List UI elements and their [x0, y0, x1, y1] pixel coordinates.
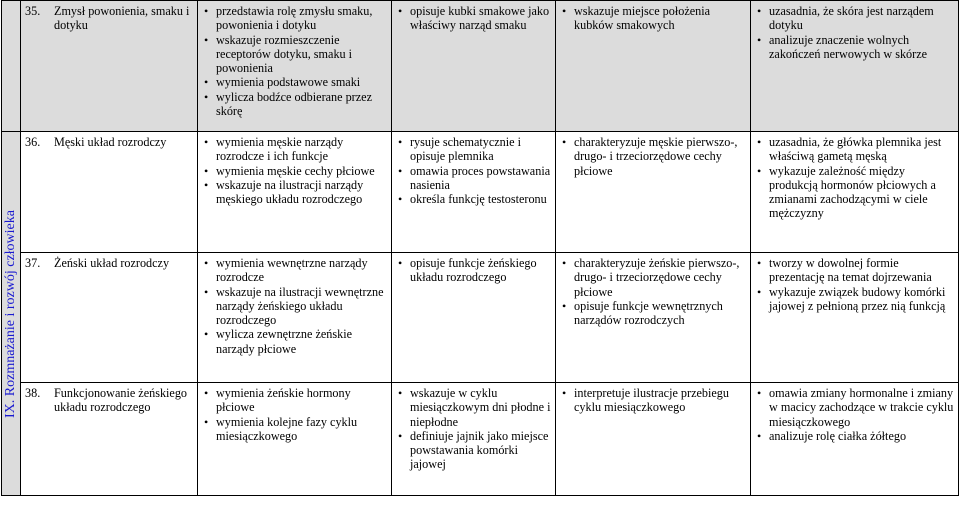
requirement-item: • wymienia wewnętrzne narządy rozrodcze [202, 256, 387, 285]
requirement-item: • tworzy w dowolnej formie prezentację na temat dojrzewania [755, 256, 954, 285]
requirements-cell [198, 383, 392, 496]
requirements-cell [392, 383, 556, 496]
requirement-item: • omawia proces powstawania nasienia [396, 164, 551, 193]
table-row [2, 132, 959, 253]
requirement-list [560, 135, 746, 178]
requirement-list [560, 256, 746, 327]
requirements-cell [556, 383, 751, 496]
requirement-item: • analizuje znaczenie wolnych zakończeń nerwowych w skórze [755, 33, 954, 62]
requirement-list [202, 386, 387, 443]
lesson-title: Męski układ rozrodczy [54, 135, 167, 149]
requirement-list [396, 135, 551, 206]
lesson-title: Żeński układ rozrodczy [54, 256, 170, 270]
requirements-cell [198, 1, 392, 132]
topic-cell [21, 383, 198, 496]
requirements-cell [751, 253, 959, 383]
requirement-list [202, 135, 387, 206]
section-label-cell [2, 132, 21, 496]
requirement-item: • wskazuje na ilustracji wewnętrzne narządy żeńskiego układu rozrodczego [202, 285, 387, 328]
requirement-item: • określa funkcję testosteronu [396, 192, 551, 206]
requirement-item: • definiuje jajnik jako miejsce powstawania komórki jajowej [396, 429, 551, 472]
requirement-item: • wymienia żeńskie hormony płciowe [202, 386, 387, 415]
requirement-item: • wylicza bodźce odbierane przez skórę [202, 90, 387, 119]
requirement-item: • przedstawia rolę zmysłu smaku, powonienia i dotyku [202, 4, 387, 33]
requirement-item: • wskazuje na ilustracji narządy męskiego układu rozrodczego [202, 178, 387, 207]
requirement-item: • wykazuje zależność między produkcją hormonów płciowych a zmianami zachodzącymi w ciele mężczyzny [755, 164, 954, 221]
requirement-item: • uzasadnia, że główka plemnika jest właściwą gametą męską [755, 135, 954, 164]
requirement-item: • charakteryzuje żeńskie pierwszo-, drugo- i trzeciorzędowe cechy płciowe [560, 256, 746, 299]
requirements-cell [392, 132, 556, 253]
lesson-number: 36. [25, 135, 41, 149]
requirement-item: • uzasadnia, że skóra jest narządem dotyku [755, 4, 954, 33]
requirement-item: • opisuje kubki smakowe jako właściwy narząd smaku [396, 4, 551, 33]
requirement-item: • rysuje schematycznie i opisuje plemnika [396, 135, 551, 164]
requirements-cell [198, 132, 392, 253]
requirement-list [560, 4, 746, 33]
requirement-item: • wymienia męskie cechy płciowe [202, 164, 387, 178]
requirement-list [396, 386, 551, 472]
requirement-item: • analizuje rolę ciałka żółtego [755, 429, 954, 443]
requirements-cell [392, 253, 556, 383]
requirement-list [396, 4, 551, 33]
requirement-list [755, 4, 954, 61]
requirement-item: • wskazuje w cyklu miesiączkowym dni płodne i niepłodne [396, 386, 551, 429]
table-row [2, 383, 959, 496]
requirements-cell [556, 253, 751, 383]
requirement-item: • wymienia męskie narządy rozrodcze i ich funkcje [202, 135, 387, 164]
requirements-cell [751, 1, 959, 132]
requirement-item: • wymienia kolejne fazy cyklu miesiączkowego [202, 415, 387, 444]
lesson-title: Funkcjonowanie żeńskiego układu rozrodczego [54, 386, 188, 415]
requirement-item: • charakteryzuje męskie pierwszo-, drugo- i trzeciorzędowe cechy płciowe [560, 135, 746, 178]
requirements-cell [392, 1, 556, 132]
requirement-list [202, 4, 387, 118]
table-row [2, 253, 959, 383]
lesson-number: 35. [25, 4, 41, 18]
lesson-number: 38. [25, 386, 41, 400]
lesson-title: Zmysł powonienia, smaku i dotyku [54, 4, 190, 33]
requirement-list [755, 386, 954, 443]
requirements-cell [751, 132, 959, 253]
topic-cell [21, 1, 198, 132]
curriculum-table [1, 0, 959, 496]
requirement-item: • wykazuje związek budowy komórki jajowej z pełnioną przez nią funkcją [755, 285, 954, 314]
requirements-cell [751, 383, 959, 496]
requirement-item: • wylicza zewnętrzne żeńskie narządy płciowe [202, 327, 387, 356]
requirement-item: • wskazuje miejsce położenia kubków smakowych [560, 4, 746, 33]
requirement-list [396, 256, 551, 285]
requirement-list [202, 256, 387, 356]
requirement-item: • opisuje funkcje żeńskiego układu rozrodczego [396, 256, 551, 285]
topic-cell [21, 253, 198, 383]
requirement-list [755, 135, 954, 221]
requirement-item: • interpretuje ilustracje przebiegu cyklu miesiączkowego [560, 386, 746, 415]
requirements-cell [556, 1, 751, 132]
requirements-cell [198, 253, 392, 383]
requirement-item: • opisuje funkcje wewnętrznych narządów rozrodczych [560, 299, 746, 328]
requirement-item: • omawia zmiany hormonalne i zmiany w macicy zachodzące w trakcie cyklu miesiączkowego [755, 386, 954, 429]
requirement-list [755, 256, 954, 313]
lesson-number: 37. [25, 256, 41, 270]
table-row [2, 1, 959, 132]
requirement-list [560, 386, 746, 415]
requirement-item: • wskazuje rozmieszczenie receptorów dotyku, smaku i powonienia [202, 33, 387, 76]
requirements-cell [556, 132, 751, 253]
section-cell-blank [2, 1, 21, 132]
requirement-item: • wymienia podstawowe smaki [202, 75, 387, 89]
section-label: IX. Rozmnażanie i rozwój człowieka [2, 209, 18, 418]
topic-cell [21, 132, 198, 253]
